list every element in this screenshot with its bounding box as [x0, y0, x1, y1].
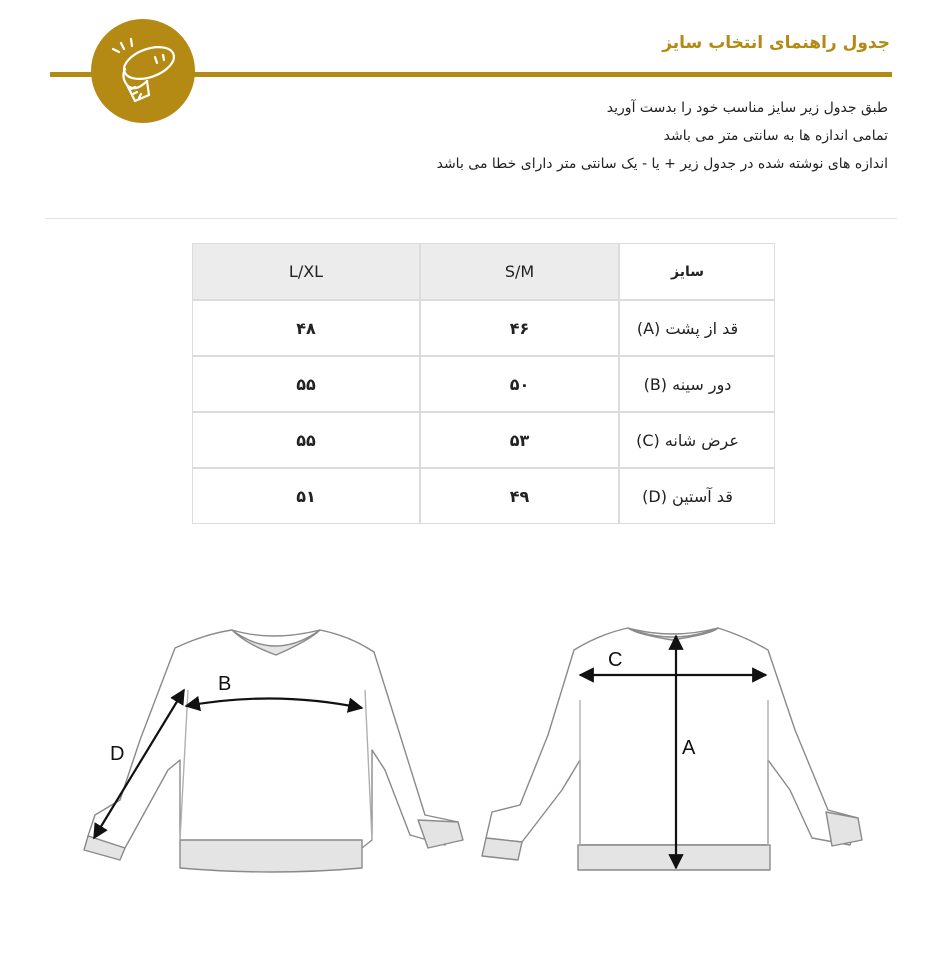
note-line: تمامی اندازه ها به سانتی متر می باشد — [663, 128, 888, 144]
label-d: D — [110, 743, 125, 765]
table-row — [192, 468, 775, 524]
cell-sm: ۵۰ — [420, 356, 619, 412]
section-divider — [45, 218, 897, 219]
row-label: دور سینه (B) — [619, 356, 775, 412]
cell-lxl: ۵۵ — [192, 412, 420, 468]
header-cell-sm: S/M — [420, 243, 619, 300]
table-header-row — [192, 243, 775, 300]
label-c: C — [608, 649, 623, 671]
front-sweatshirt-drawing — [84, 630, 463, 872]
note-line: طبق جدول زیر سایز مناسب خود را بدست آورید — [606, 100, 888, 116]
cell-sm: ۵۳ — [420, 412, 619, 468]
size-table — [192, 243, 775, 524]
garment-diagrams — [0, 600, 942, 900]
page-title: جدول راهنمای انتخاب سایز — [662, 33, 890, 53]
row-label: عرض شانه (C) — [619, 412, 775, 468]
row-label: قد آستین (D) — [619, 468, 775, 524]
cell-lxl: ۴۸ — [192, 300, 420, 356]
row-label: قد از پشت (A) — [619, 300, 775, 356]
header-cell-lxl: L/XL — [192, 243, 420, 300]
cell-sm: ۴۹ — [420, 468, 619, 524]
note-line: اندازه های نوشته شده در جدول زیر + یا - یک سانتی متر دارای خطا می باشد — [436, 156, 888, 172]
cell-sm: ۴۶ — [420, 300, 619, 356]
table-row — [192, 412, 775, 468]
label-b: B — [218, 673, 232, 695]
instructions — [437, 94, 888, 178]
header-cell-size: سایز — [619, 243, 775, 300]
table-row — [192, 300, 775, 356]
cell-lxl: ۵۱ — [192, 468, 420, 524]
back-sweatshirt-drawing — [482, 628, 862, 870]
measuring-tape-icon — [91, 19, 195, 123]
label-a: A — [682, 737, 696, 759]
cell-lxl: ۵۵ — [192, 356, 420, 412]
table-row — [192, 356, 775, 412]
